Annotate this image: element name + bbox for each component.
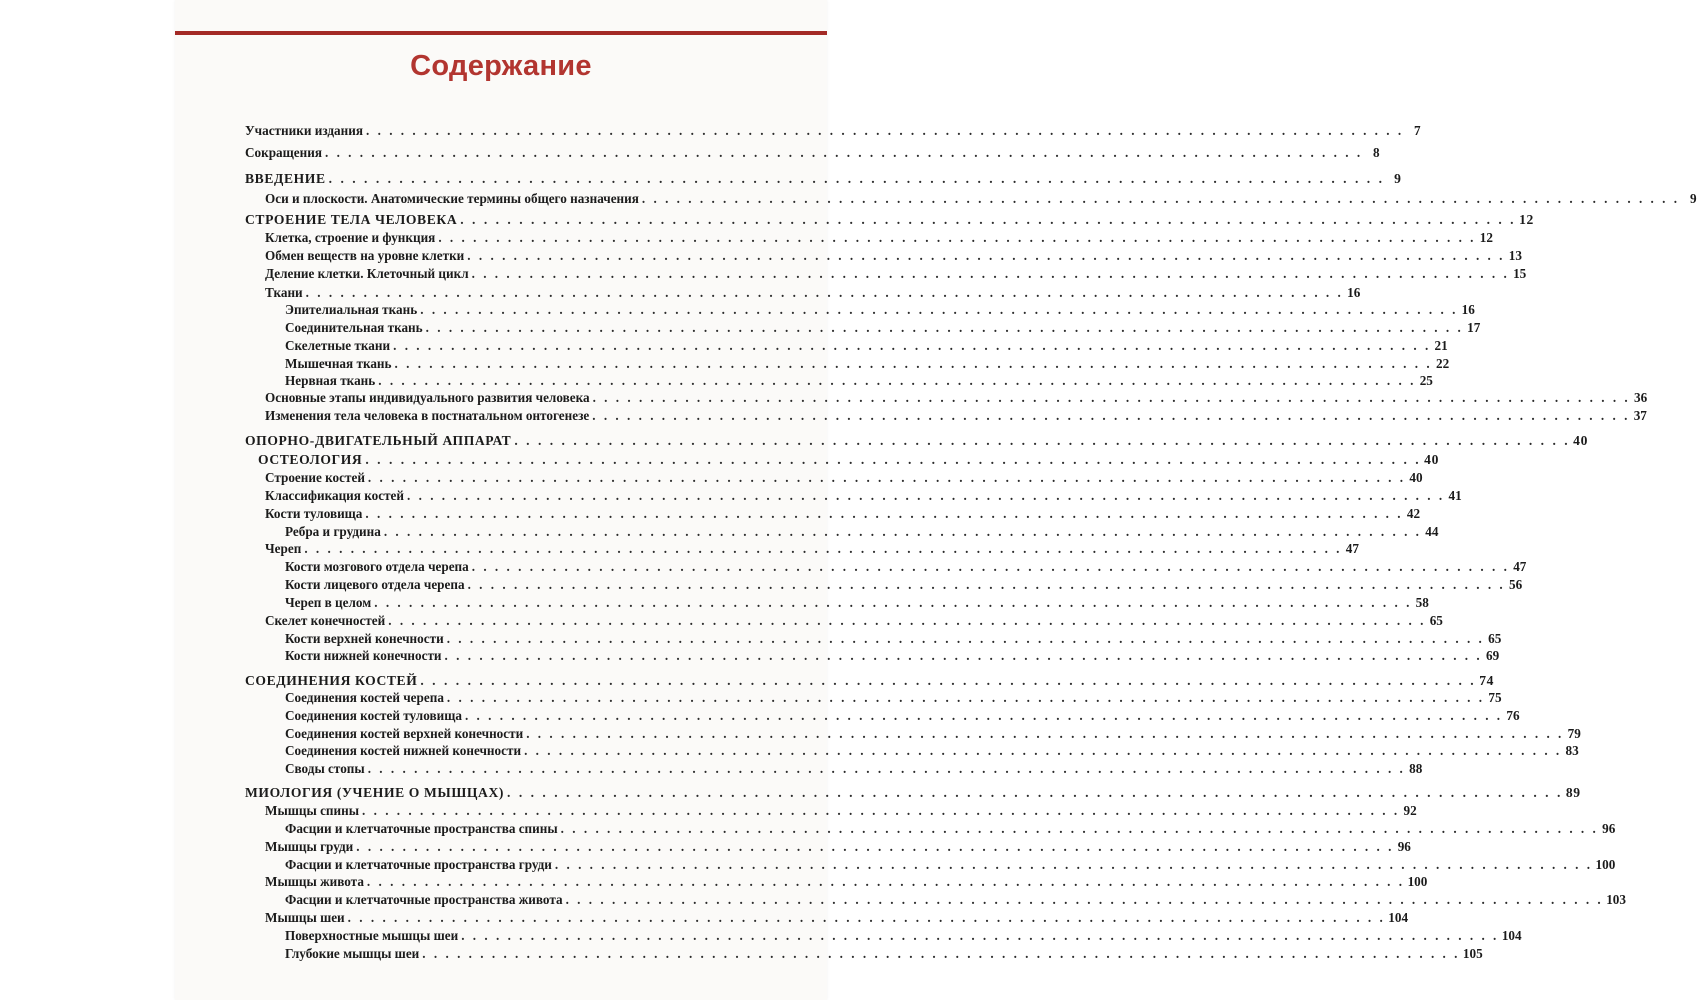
toc-page-number: 58 [1415, 595, 1429, 610]
toc-dot-leader: . . . . . . . . . . . . . . . . . . . . . . . . . . . . . . . . . . . . . . . . . . . . . . . . . . . . . . . . . . . . . . . . . . . . . . . . . . . . . . . . . . . . . . . . . . [374, 595, 1412, 610]
toc-dot-leader: . . . . . . . . . . . . . . . . . . . . . . . . . . . . . . . . . . . . . . . . . . . . . . . . . . . . . . . . . . . . . . . . . . . . . . . . . . . . . . . . . . . . . . . . . . [524, 743, 1562, 758]
toc-entry [265, 388, 1648, 408]
toc-entry [285, 688, 1502, 708]
toc-entry [265, 246, 1522, 266]
toc-page-number: 100 [1407, 874, 1428, 889]
toc-entry-title: Череп в целом [285, 595, 372, 610]
toc-page-number: 16 [1461, 302, 1475, 317]
toc-dot-leader: . . . . . . . . . . . . . . . . . . . . . . . . . . . . . . . . . . . . . . . . . . . . . . . . . . . . . . . . . . . . . . . . . . . . . . . . . . . . . . . . . . . . . . . . . . [366, 123, 1404, 138]
toc-entry-title: Деление клетки. Клеточный цикл [265, 266, 469, 281]
toc-dot-leader: . . . . . . . . . . . . . . . . . . . . . . . . . . . . . . . . . . . . . . . . . . . . . . . . . . . . . . . . . . . . . . . . . . . . . . . . . . . . . . . . . . . . . . . . . . [304, 541, 1342, 556]
page-title: Содержание [410, 50, 592, 82]
toc-entry-title: Мышечная ткань [285, 356, 392, 371]
toc-entry-title: СОЕДИНЕНИЯ КОСТЕЙ [245, 673, 418, 688]
toc-entry-title: Мышцы шеи [265, 910, 345, 925]
toc-dot-leader: . . . . . . . . . . . . . . . . . . . . . . . . . . . . . . . . . . . . . . . . . . . . . . . . . . . . . . . . . . . . . . . . . . . . . . . . . . . . . . . . . . . . . . . . . . [362, 803, 1400, 818]
toc-page-number: 105 [1462, 946, 1483, 961]
toc-dot-leader: . . . . . . . . . . . . . . . . . . . . . . . . . . . . . . . . . . . . . . . . . . . . . . . . . . . . . . . . . . . . . . . . . . . . . . . . . . . . . . . . . . . . . . . . . . [378, 373, 1416, 388]
toc-dot-leader: . . . . . . . . . . . . . . . . . . . . . . . . . . . . . . . . . . . . . . . . . . . . . . . . . . . . . . . . . . . . . . . . . . . . . . . . . . . . . . . . . . . . . . . . . . [554, 857, 1593, 872]
toc-dot-leader: . . . . . . . . . . . . . . . . . . . . . . . . . . . . . . . . . . . . . . . . . . . . . . . . . . . . . . . . . . . . . . . . . . . . . . . . . . . . . . . . . . . . . . . . . . [514, 433, 1571, 448]
toc-dot-leader: . . . . . . . . . . . . . . . . . . . . . . . . . . . . . . . . . . . . . . . . . . . . . . . . . . . . . . . . . . . . . . . . . . . . . . . . . . . . . . . . . . . . . . . . . . [438, 230, 1476, 245]
toc-page-number: 15 [1513, 266, 1527, 281]
toc-entry [265, 872, 1428, 892]
toc-dot-leader: . . . . . . . . . . . . . . . . . . . . . . . . . . . . . . . . . . . . . . . . . . . . . . . . . . . . . . . . . . . . . . . . . . . . . . . . . . . . . . . . . . . . . . . . . . [365, 452, 1422, 467]
toc-dot-leader: . . . . . . . . . . . . . . . . . . . . . . . . . . . . . . . . . . . . . . . . . . . . . . . . . . . . . . . . . . . . . . . . . . . . . . . . . . . . . . . . . . . . . . . . . . [407, 488, 1445, 503]
toc-page-number: 42 [1406, 506, 1421, 521]
toc-page-number: 89 [1565, 785, 1581, 800]
toc-entry-title: Соединения костей нижней конечности [285, 743, 522, 758]
toc-entry-title: Поверхностные мышцы шеи [285, 928, 459, 943]
toc-page-number: 47 [1513, 559, 1527, 574]
toc-page-number: 69 [1485, 648, 1500, 663]
toc-entry-title: Скелет конечностей [265, 613, 386, 628]
toc-page-number: 13 [1508, 248, 1522, 263]
toc-dot-leader: . . . . . . . . . . . . . . . . . . . . . . . . . . . . . . . . . . . . . . . . . . . . . . . . . . . . . . . . . . . . . . . . . . . . . . . . . . . . . . . . . . . . . . . . . . [383, 524, 1422, 539]
toc-dot-leader: . . . . . . . . . . . . . . . . . . . . . . . . . . . . . . . . . . . . . . . . . . . . . . . . . . . . . . . . . . . . . . . . . . . . . . . . . . . . . . . . . . . . . . . . . . [464, 708, 1503, 723]
toc-dot-leader: . . . . . . . . . . . . . . . . . . . . . . . . . . . . . . . . . . . . . . . . . . . . . . . . . . . . . . . . . . . . . . . . . . . . . . . . . . . . . . . . . . . . . . . . . . [444, 648, 1483, 663]
toc-page-number: 9 [1689, 191, 1697, 206]
toc-page-number: 40 [1573, 433, 1588, 448]
toc-entry [265, 539, 1359, 559]
toc-entry [265, 486, 1462, 506]
toc-entry [285, 557, 1527, 577]
toc-entry-title: Череп [265, 541, 302, 556]
toc-entry-title: Соединения костей верхней конечности [285, 726, 524, 741]
toc-dot-leader: . . . . . . . . . . . . . . . . . . . . . . . . . . . . . . . . . . . . . . . . . . . . . . . . . . . . . . . . . . . . . . . . . . . . . . . . . . . . . . . . . . . . . . . . . . [422, 946, 1460, 961]
toc-dot-leader: . . . . . . . . . . . . . . . . . . . . . . . . . . . . . . . . . . . . . . . . . . . . . . . . . . . . . . . . . . . . . . . . . . . . . . . . . . . . . . . . . . . . . . . . . . [347, 910, 1386, 925]
toc-entry-title: Кости мозгового отдела черепа [285, 559, 469, 574]
toc-entry [265, 228, 1493, 248]
toc-entry-title: Своды стопы [285, 761, 365, 776]
toc-entry-title: Нервная ткань [285, 373, 376, 388]
toc-entry [265, 468, 1423, 488]
toc-dot-leader: . . . . . . . . . . . . . . . . . . . . . . . . . . . . . . . . . . . . . . . . . . . . . . . . . . . . . . . . . . . . . . . . . . . . . . . . . . . . . . . . . . . . . . . . . . [425, 320, 1464, 335]
toc-dot-leader: . . . . . . . . . . . . . . . . . . . . . . . . . . . . . . . . . . . . . . . . . . . . . . . . . . . . . . . . . . . . . . . . . . . . . . . . . . . . . . . . . . . . . . . . . . [420, 302, 1458, 317]
toc-entry-title: Фасции и клетчаточные пространства груди [285, 857, 552, 872]
toc-dot-leader: . . . . . . . . . . . . . . . . . . . . . . . . . . . . . . . . . . . . . . . . . . . . . . . . . . . . . . . . . . . . . . . . . . . . . . . . . . . . . . . . . . . . . . . . . . [565, 892, 1604, 907]
toc-dot-leader: . . . . . . . . . . . . . . . . . . . . . . . . . . . . . . . . . . . . . . . . . . . . . . . . . . . . . . . . . . . . . . . . . . . . . . . . . . . . . . . . . . . . . . . . . . [526, 726, 1564, 741]
toc-entry [285, 593, 1429, 613]
toc-dot-leader: . . . . . . . . . . . . . . . . . . . . . . . . . . . . . . . . . . . . . . . . . . . . . . . . . . . . . . . . . . . . . . . . . . . . . . . . . . . . . . . . . . . . . . . . . . [592, 408, 1630, 423]
toc-dot-leader: . . . . . . . . . . . . . . . . . . . . . . . . . . . . . . . . . . . . . . . . . . . . . . . . . . . . . . . . . . . . . . . . . . . . . . . . . . . . . . . . . . . . . . . . . . [461, 928, 1499, 943]
toc-page-number: 40 [1409, 470, 1423, 485]
toc-page-number: 17 [1467, 320, 1481, 335]
toc-entry-title: МИОЛОГИЯ (УЧЕНИЕ О МЫШЦАХ) [245, 785, 505, 800]
toc-entry-title: Кости верхней конечности [285, 631, 444, 646]
toc-entry [285, 944, 1483, 964]
toc-entry-title: ВВЕДЕНИЕ [245, 171, 326, 186]
toc-dot-leader: . . . . . . . . . . . . . . . . . . . . . . . . . . . . . . . . . . . . . . . . . . . . . . . . . . . . . . . . . . . . . . . . . . . . . . . . . . . . . . . . . . . . . . . . . . [328, 171, 1385, 186]
toc-page-number: 16 [1347, 285, 1361, 300]
toc-entry-title: ОПОРНО-ДВИГАТЕЛЬНЫЙ АППАРАТ [245, 433, 512, 448]
toc-page-number: 74 [1479, 673, 1494, 688]
toc-dot-leader: . . . . . . . . . . . . . . . . . . . . . . . . . . . . . . . . . . . . . . . . . . . . . . . . . . . . . . . . . . . . . . . . . . . . . . . . . . . . . . . . . . . . . . . . . . [356, 839, 1394, 854]
toc-entry-title: Кости нижней конечности [285, 648, 442, 663]
toc-entry [285, 890, 1626, 910]
toc-page-number: 76 [1506, 708, 1520, 723]
toc-dot-leader: . . . . . . . . . . . . . . . . . . . . . . . . . . . . . . . . . . . . . . . . . . . . . . . . . . . . . . . . . . . . . . . . . . . . . . . . . . . . . . . . . . . . . . . . . . [467, 577, 1506, 592]
toc-entry-title: Обмен веществ на уровне клетки [265, 248, 465, 263]
toc-dot-leader: . . . . . . . . . . . . . . . . . . . . . . . . . . . . . . . . . . . . . . . . . . . . . . . . . . . . . . . . . . . . . . . . . . . . . . . . . . . . . . . . . . . . . . . . . . [420, 673, 1477, 688]
toc-dot-leader: . . . . . . . . . . . . . . . . . . . . . . . . . . . . . . . . . . . . . . . . . . . . . . . . . . . . . . . . . . . . . . . . . . . . . . . . . . . . . . . . . . . . . . . . . . [394, 356, 1433, 371]
toc-entry [245, 210, 1534, 230]
toc-entry [285, 336, 1448, 356]
toc-entry [265, 837, 1411, 857]
toc-page-number: 65 [1488, 631, 1502, 646]
toc-entry [285, 741, 1579, 761]
toc-entry-title: Строение костей [265, 470, 365, 485]
toc-entry [245, 431, 1588, 451]
toc-page-number: 56 [1509, 577, 1523, 592]
toc-page-number: 21 [1434, 338, 1448, 353]
toc-entry [265, 264, 1527, 284]
toc-page-number: 96 [1602, 821, 1616, 836]
toc-entry [285, 318, 1481, 338]
toc-entry-title: Мышцы живота [265, 874, 364, 889]
toc-entry-title: Соединительная ткань [285, 320, 423, 335]
toc-entry-title: Основные этапы индивидуального развития человека [265, 390, 590, 405]
toc-page-number: 104 [1388, 910, 1409, 925]
toc-page-number: 88 [1409, 761, 1423, 776]
toc-entry [285, 759, 1423, 779]
toc-page-number: 25 [1419, 373, 1433, 388]
toc-entry-title: Соединения костей черепа [285, 690, 444, 705]
toc-page-number: 8 [1373, 145, 1380, 160]
toc-entry [265, 611, 1443, 631]
toc-page-number: 41 [1448, 488, 1462, 503]
toc-page-number: 22 [1435, 356, 1450, 371]
toc-entry-title: Скелетные ткани [285, 338, 391, 353]
toc-page-number: 104 [1501, 928, 1522, 943]
toc-entry [245, 143, 1380, 163]
toc-entry-title: Глубокие мышцы шеи [285, 946, 420, 961]
toc-entry-title: ОСТЕОЛОГИЯ [258, 452, 363, 467]
toc-dot-leader: . . . . . . . . . . . . . . . . . . . . . . . . . . . . . . . . . . . . . . . . . . . . . . . . . . . . . . . . . . . . . . . . . . . . . . . . . . . . . . . . . . . . . . . . . . [446, 631, 1485, 646]
toc-page-number: 96 [1397, 839, 1411, 854]
toc-entry [265, 908, 1409, 928]
toc-entry-title: СТРОЕНИЕ ТЕЛА ЧЕЛОВЕКА [245, 212, 458, 227]
toc-entry-title: Оси и плоскости. Анатомические термины общего назначения [265, 191, 639, 206]
toc-page-number: 12 [1479, 230, 1493, 245]
toc-entry-title: Участники издания [245, 123, 363, 138]
toc-dot-leader: . . . . . . . . . . . . . . . . . . . . . . . . . . . . . . . . . . . . . . . . . . . . . . . . . . . . . . . . . . . . . . . . . . . . . . . . . . . . . . . . . . . . . . . . . . [592, 390, 1631, 405]
toc-entry [285, 575, 1523, 595]
toc-entry [265, 504, 1421, 524]
toc-page-number: 47 [1345, 541, 1359, 556]
toc-page-number: 36 [1634, 390, 1648, 405]
toc-entry [265, 189, 1697, 209]
toc-dot-leader: . . . . . . . . . . . . . . . . . . . . . . . . . . . . . . . . . . . . . . . . . . . . . . . . . . . . . . . . . . . . . . . . . . . . . . . . . . . . . . . . . . . . . . . . . . [446, 690, 1485, 705]
toc-entry-title: Ткани [265, 285, 303, 300]
toc-dot-leader: . . . . . . . . . . . . . . . . . . . . . . . . . . . . . . . . . . . . . . . . . . . . . . . . . . . . . . . . . . . . . . . . . . . . . . . . . . . . . . . . . . . . . . . . . . [388, 613, 1426, 628]
toc-dot-leader: . . . . . . . . . . . . . . . . . . . . . . . . . . . . . . . . . . . . . . . . . . . . . . . . . . . . . . . . . . . . . . . . . . . . . . . . . . . . . . . . . . . . . . . . . . [471, 559, 1510, 574]
toc-page-number: 37 [1633, 408, 1647, 423]
toc-entry-title: Мышцы спины [265, 803, 360, 818]
toc-dot-leader: . . . . . . . . . . . . . . . . . . . . . . . . . . . . . . . . . . . . . . . . . . . . . . . . . . . . . . . . . . . . . . . . . . . . . . . . . . . . . . . . . . . . . . . . . . [366, 874, 1405, 889]
toc-page-number: 12 [1519, 212, 1534, 227]
toc-entry-title: Фасции и клетчаточные пространства спины [285, 821, 558, 836]
toc-dot-leader: . . . . . . . . . . . . . . . . . . . . . . . . . . . . . . . . . . . . . . . . . . . . . . . . . . . . . . . . . . . . . . . . . . . . . . . . . . . . . . . . . . . . . . . . . . [324, 145, 1363, 160]
toc-entry-title: Сокращения [245, 145, 322, 160]
toc-entry-title: Соединения костей туловища [285, 708, 462, 723]
toc-dot-leader: . . . . . . . . . . . . . . . . . . . . . . . . . . . . . . . . . . . . . . . . . . . . . . . . . . . . . . . . . . . . . . . . . . . . . . . . . . . . . . . . . . . . . . . . . . [367, 761, 1406, 776]
toc-dot-leader: . . . . . . . . . . . . . . . . . . . . . . . . . . . . . . . . . . . . . . . . . . . . . . . . . . . . . . . . . . . . . . . . . . . . . . . . . . . . . . . . . . . . . . . . . . [460, 212, 1517, 227]
toc-entry [258, 450, 1439, 470]
toc-page-number: 7 [1414, 123, 1421, 138]
toc-page-number: 92 [1403, 803, 1417, 818]
toc-entry [285, 706, 1520, 726]
toc-entry-title: Мышцы груди [265, 839, 354, 854]
toc-entry [285, 300, 1475, 320]
toc-dot-leader: . . . . . . . . . . . . . . . . . . . . . . . . . . . . . . . . . . . . . . . . . . . . . . . . . . . . . . . . . . . . . . . . . . . . . . . . . . . . . . . . . . . . . . . . . . [305, 285, 1344, 300]
toc-dot-leader: . . . . . . . . . . . . . . . . . . . . . . . . . . . . . . . . . . . . . . . . . . . . . . . . . . . . . . . . . . . . . . . . . . . . . . . . . . . . . . . . . . . . . . . . . . [393, 338, 1431, 353]
toc-entry-title: Ребра и грудина [285, 524, 381, 539]
toc-entry [285, 646, 1500, 666]
toc-page-number: 65 [1429, 613, 1443, 628]
toc-entry [285, 819, 1616, 839]
toc-page-number: 75 [1488, 690, 1502, 705]
toc-entry-title: Эпителиальная ткань [285, 302, 418, 317]
toc-entry [245, 783, 1581, 803]
toc-page-number: 100 [1595, 857, 1616, 872]
toc-entry-title: Кости туловища [265, 506, 363, 521]
toc-page-number: 103 [1606, 892, 1626, 907]
toc-dot-leader: . . . . . . . . . . . . . . . . . . . . . . . . . . . . . . . . . . . . . . . . . . . . . . . . . . . . . . . . . . . . . . . . . . . . . . . . . . . . . . . . . . . . . . . . . . [367, 470, 1406, 485]
toc-dot-leader: . . . . . . . . . . . . . . . . . . . . . . . . . . . . . . . . . . . . . . . . . . . . . . . . . . . . . . . . . . . . . . . . . . . . . . . . . . . . . . . . . . . . . . . . . . [560, 821, 1599, 836]
toc-dot-leader: . . . . . . . . . . . . . . . . . . . . . . . . . . . . . . . . . . . . . . . . . . . . . . . . . . . . . . . . . . . . . . . . . . . . . . . . . . . . . . . . . . . . . . . . . . [641, 191, 1680, 206]
toc-entry [285, 926, 1522, 946]
toc-dot-leader: . . . . . . . . . . . . . . . . . . . . . . . . . . . . . . . . . . . . . . . . . . . . . . . . . . . . . . . . . . . . . . . . . . . . . . . . . . . . . . . . . . . . . . . . . . [467, 248, 1505, 263]
toc-entry [245, 169, 1402, 189]
toc-entry-title: Кости лицевого отдела черепа [285, 577, 465, 592]
toc-entry-title: Классификация костей [265, 488, 405, 503]
toc-page-number: 83 [1565, 743, 1579, 758]
toc-entry-title: Изменения тела человека в постнатальном онтогенезе [265, 408, 590, 423]
toc-dot-leader: . . . . . . . . . . . . . . . . . . . . . . . . . . . . . . . . . . . . . . . . . . . . . . . . . . . . . . . . . . . . . . . . . . . . . . . . . . . . . . . . . . . . . . . . . . [365, 506, 1404, 521]
toc-entry-title: Фасции и клетчаточные пространства живота [285, 892, 563, 907]
toc-entry-title: Клетка, строение и функция [265, 230, 436, 245]
toc-entry [265, 406, 1647, 426]
toc-page-number: 79 [1567, 726, 1581, 741]
toc-entry [245, 121, 1421, 141]
toc-dot-leader: . . . . . . . . . . . . . . . . . . . . . . . . . . . . . . . . . . . . . . . . . . . . . . . . . . . . . . . . . . . . . . . . . . . . . . . . . . . . . . . . . . . . . . . . . . [507, 785, 1563, 800]
toc-page-number: 9 [1394, 171, 1402, 186]
toc-page-number: 40 [1424, 452, 1439, 467]
toc-page-number: 44 [1425, 524, 1439, 539]
toc-dot-leader: . . . . . . . . . . . . . . . . . . . . . . . . . . . . . . . . . . . . . . . . . . . . . . . . . . . . . . . . . . . . . . . . . . . . . . . . . . . . . . . . . . . . . . . . . . [471, 266, 1510, 281]
toc-entry [265, 801, 1417, 821]
